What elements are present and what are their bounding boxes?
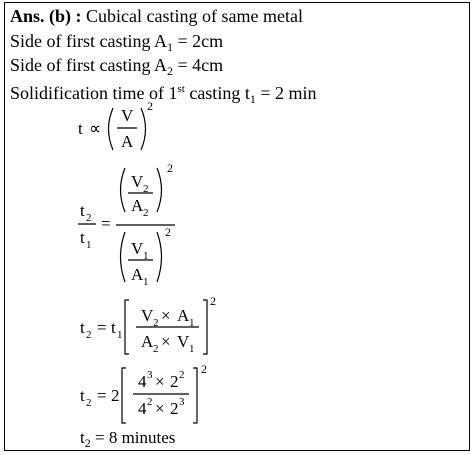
eq4-power: 2 xyxy=(201,362,207,376)
time-text: Solidification time of 1 xyxy=(10,83,178,103)
eq3-num-a: V xyxy=(141,306,154,325)
eq3-t: t xyxy=(80,318,85,337)
eq1-prop-symbol: ∝ xyxy=(89,119,102,138)
eq2-bot-power: 2 xyxy=(165,225,171,239)
time-mid-text: casting t xyxy=(184,83,250,103)
equation-ratio xyxy=(78,161,175,288)
eq2-top-den-sub: 2 xyxy=(143,207,149,219)
result-t: t xyxy=(80,428,85,447)
result-value: = 8 minutes xyxy=(90,428,176,447)
eq2-bot-right-paren xyxy=(157,232,162,282)
eq2-bot-num: V xyxy=(131,239,144,258)
answer-label: Ans. (b) : xyxy=(10,6,82,26)
eq2-top-num-sub: 2 xyxy=(143,183,149,195)
eq3-num-times: × xyxy=(161,306,171,325)
side2-subscript: 2 xyxy=(166,64,173,78)
eq3-power: 2 xyxy=(210,294,216,308)
eq3-den-a: A xyxy=(141,332,154,351)
eq1-denominator: A xyxy=(121,132,134,151)
eq3-left-bracket xyxy=(125,300,129,354)
eq4-den-a: 4 xyxy=(138,399,147,418)
eq2-top-power: 2 xyxy=(167,161,173,175)
eq3-coef: t xyxy=(111,318,116,337)
eq3-right-bracket xyxy=(203,300,207,354)
eq3-t-sub: 2 xyxy=(86,329,92,341)
eq4-num-b-sup: 2 xyxy=(179,369,185,381)
eq3-den-b: V xyxy=(177,332,190,351)
eq4-num-a-sup: 3 xyxy=(147,369,153,381)
eq4-coef: 2 xyxy=(111,386,120,405)
eq2-t-den: t xyxy=(80,228,85,247)
equation-numeric xyxy=(80,362,207,423)
eq1-numerator: V xyxy=(121,106,134,125)
eq4-num-a: 4 xyxy=(138,372,147,391)
eq4-equals: = xyxy=(97,386,107,405)
side1-text: Side of first casting A xyxy=(10,31,167,51)
time-superscript: st xyxy=(177,83,185,95)
eq1-left-paren xyxy=(109,108,114,150)
answer-statement: Cubical casting of same metal xyxy=(86,6,303,26)
eq3-den-times: × xyxy=(161,332,171,351)
eq3-coef-sub: 1 xyxy=(117,329,123,341)
result-t-sub: 2 xyxy=(84,436,91,450)
eq4-t: t xyxy=(80,386,85,405)
eq3-den-b-sub: 1 xyxy=(189,343,195,355)
eq4-left-bracket xyxy=(122,368,126,423)
eq1-right-paren xyxy=(141,108,146,150)
eq2-t-num: t xyxy=(80,201,85,220)
eq4-t-sub: 2 xyxy=(86,397,92,409)
eq2-top-left-paren xyxy=(121,168,126,212)
eq4-den-b: 2 xyxy=(170,399,179,418)
eq2-bot-num-sub: 1 xyxy=(143,250,149,262)
eq3-num-b: A xyxy=(177,306,190,325)
eq2-top-right-paren xyxy=(157,168,162,212)
time-value: = 2 min xyxy=(255,83,317,103)
eq3-num-a-sub: 2 xyxy=(153,317,159,329)
eq2-bot-left-paren xyxy=(121,232,126,282)
equation-proportional xyxy=(78,99,153,151)
eq1-t: t xyxy=(78,119,83,138)
eq2-bot-den-sub: 1 xyxy=(143,276,149,288)
side1-value: = 2cm xyxy=(172,31,224,51)
equation-substituted xyxy=(80,294,216,355)
eq4-num-b: 2 xyxy=(170,372,179,391)
eq2-equals: = xyxy=(101,214,111,233)
eq4-den-b-sup: 3 xyxy=(179,396,185,408)
side1-subscript: 1 xyxy=(166,40,173,54)
side2-value: = 4cm xyxy=(172,55,224,75)
eq1-power: 2 xyxy=(147,99,153,113)
eq4-den-a-sup: 2 xyxy=(147,396,153,408)
eq2-t-num-sub: 2 xyxy=(86,212,92,224)
eq3-den-a-sub: 2 xyxy=(153,343,159,355)
eq3-num-b-sub: 1 xyxy=(189,317,195,329)
side2-text: Side of first casting A xyxy=(10,55,167,75)
eq2-t-den-sub: 1 xyxy=(86,239,92,251)
eq4-right-bracket xyxy=(193,368,197,423)
eq2-top-den: A xyxy=(131,196,144,215)
result-line xyxy=(80,428,175,453)
eq4-num-times: × xyxy=(155,372,165,391)
eq3-equals: = xyxy=(97,318,107,337)
time-subscript: 1 xyxy=(249,92,256,106)
eq2-top-num: V xyxy=(131,172,144,191)
eq4-den-times: × xyxy=(155,399,165,418)
eq2-bot-den: A xyxy=(131,265,144,284)
